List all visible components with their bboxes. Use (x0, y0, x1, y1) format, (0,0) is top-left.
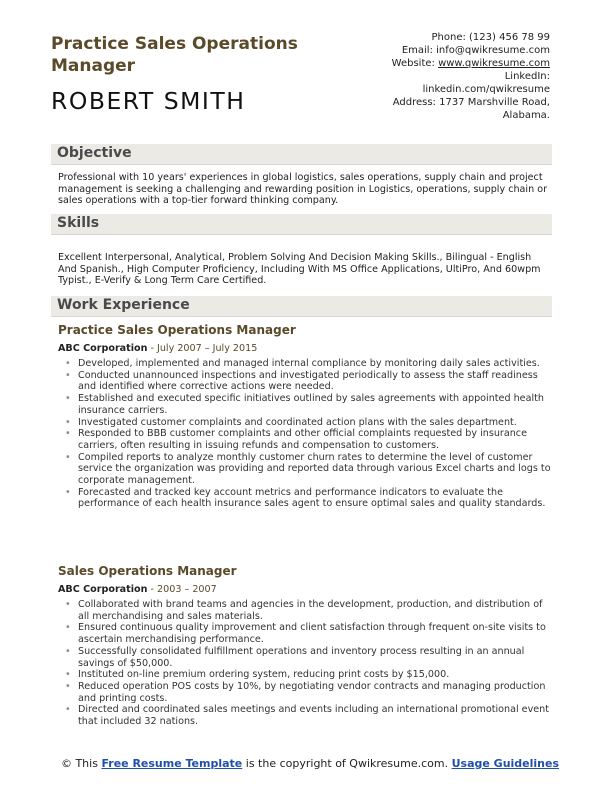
job-2-company-line (58, 584, 217, 595)
website-label: Website: (391, 58, 439, 69)
address-line-1: Address: 1737 Marshville Road, (392, 97, 550, 108)
resume-header (0, 0, 612, 135)
skills-heading: Skills (57, 215, 100, 231)
experience-heading: Work Experience (57, 297, 190, 313)
list-item: • Responded to BBB customer complaints and other official complaints requested by insurance carriers, often resulting in issuing refunds and compensation to customers. (58, 428, 552, 451)
list-item: • Developed, implemented and managed internal compliance by monitoring daily sales activities. (58, 358, 552, 370)
skills-text: Excellent Interpersonal, Analytical, Problem Solving And Decision Making Skills., Bilingual - English And Spanish., High Computer Proficiency, Including With MS Office Applications, UltiPro, And 60wpm Typist., E-Verify & Long Term Care Certified. (58, 252, 541, 287)
job-1-company-line (58, 343, 257, 354)
contact-block (290, 31, 550, 122)
job-2-title: Sales Operations Manager (58, 564, 237, 578)
list-item: • Investigated customer complaints and coordinated action plans with the sales department. (58, 417, 552, 429)
job-1-company: ABC Corporation (58, 343, 148, 354)
list-item: • Directed and coordinated sales meetings and events including an international promotional event that included 32 nations. (58, 704, 552, 727)
email-line: Email: info@qwikresume.com (401, 45, 550, 56)
job-2-dates: - 2003 – 2007 (147, 584, 217, 595)
list-item: • Compiled reports to analyze monthly customer churn rates to determine the level of customer service the organization was providing and reported data through various Excel charts and logs to corporate management. (58, 452, 552, 487)
list-item: • Established and executed specific initiatives outlined by sales agreements with appointed health insurance carriers. (58, 393, 552, 416)
phone-line: Phone: (123) 456 78 99 (431, 32, 550, 43)
list-item: • Successfully consolidated fulfillment operations and inventory process resulting in an annual savings of $50,000. (58, 646, 552, 669)
website-link[interactable]: www.qwikresume.com (438, 58, 550, 69)
job-title: Practice Sales Operations Manager (51, 34, 298, 76)
skills-section-heading (51, 214, 552, 235)
candidate-name: ROBERT SMITH (51, 87, 246, 115)
job-2-company: ABC Corporation (58, 584, 148, 595)
list-item: • Collaborated with brand teams and agencies in the development, production, and distribution of all merchandising and sales materials. (58, 599, 552, 622)
list-item: • Forecasted and tracked key account metrics and performance indicators to evaluate the performance of each health insurance sales agent to ensure optimal sales and quality standards. (58, 487, 552, 510)
linkedin-label: LinkedIn: (504, 71, 550, 82)
footer-prefix: © This (60, 757, 102, 770)
job-1-dates: - July 2007 – July 2015 (147, 343, 258, 354)
experience-section-heading (51, 296, 552, 317)
objective-section-heading (51, 144, 552, 165)
copyright-footer (60, 757, 560, 771)
free-resume-template-link[interactable]: Free Resume Template (101, 757, 243, 770)
job-2-bullets (58, 599, 552, 728)
objective-heading: Objective (57, 145, 132, 161)
address-line-2: Alabama. (502, 110, 550, 121)
website-line (290, 57, 550, 70)
objective-text: Professional with 10 years' experiences in global logistics, sales operations, supply chain and project management is seeking a challenging and rewarding position in Logistics, operations, supply chain or sales operations with a top-tier forward thinking company. (58, 172, 548, 207)
footer-middle: is the copyright of Qwikresume.com. (242, 757, 452, 770)
list-item: • Ensured continuous quality improvement and client satisfaction through frequent on-site visits to ascertain merchandising performance. (58, 622, 552, 645)
usage-guidelines-link[interactable]: Usage Guidelines (451, 757, 560, 770)
job-1-title: Practice Sales Operations Manager (58, 323, 296, 337)
list-item: • Reduced operation POS costs by 10%, by negotiating vendor contracts and managing production and printing costs. (58, 681, 552, 704)
list-item: • Conducted unannounced inspections and investigated periodically to assess the staff readiness and identified where corrective actions were needed. (58, 370, 552, 393)
list-item: • Instituted on-line premium ordering system, reducing print costs by $15,000. (58, 669, 552, 681)
job-1-bullets (58, 358, 552, 510)
linkedin-value: linkedin.com/qwikresume (422, 84, 550, 95)
